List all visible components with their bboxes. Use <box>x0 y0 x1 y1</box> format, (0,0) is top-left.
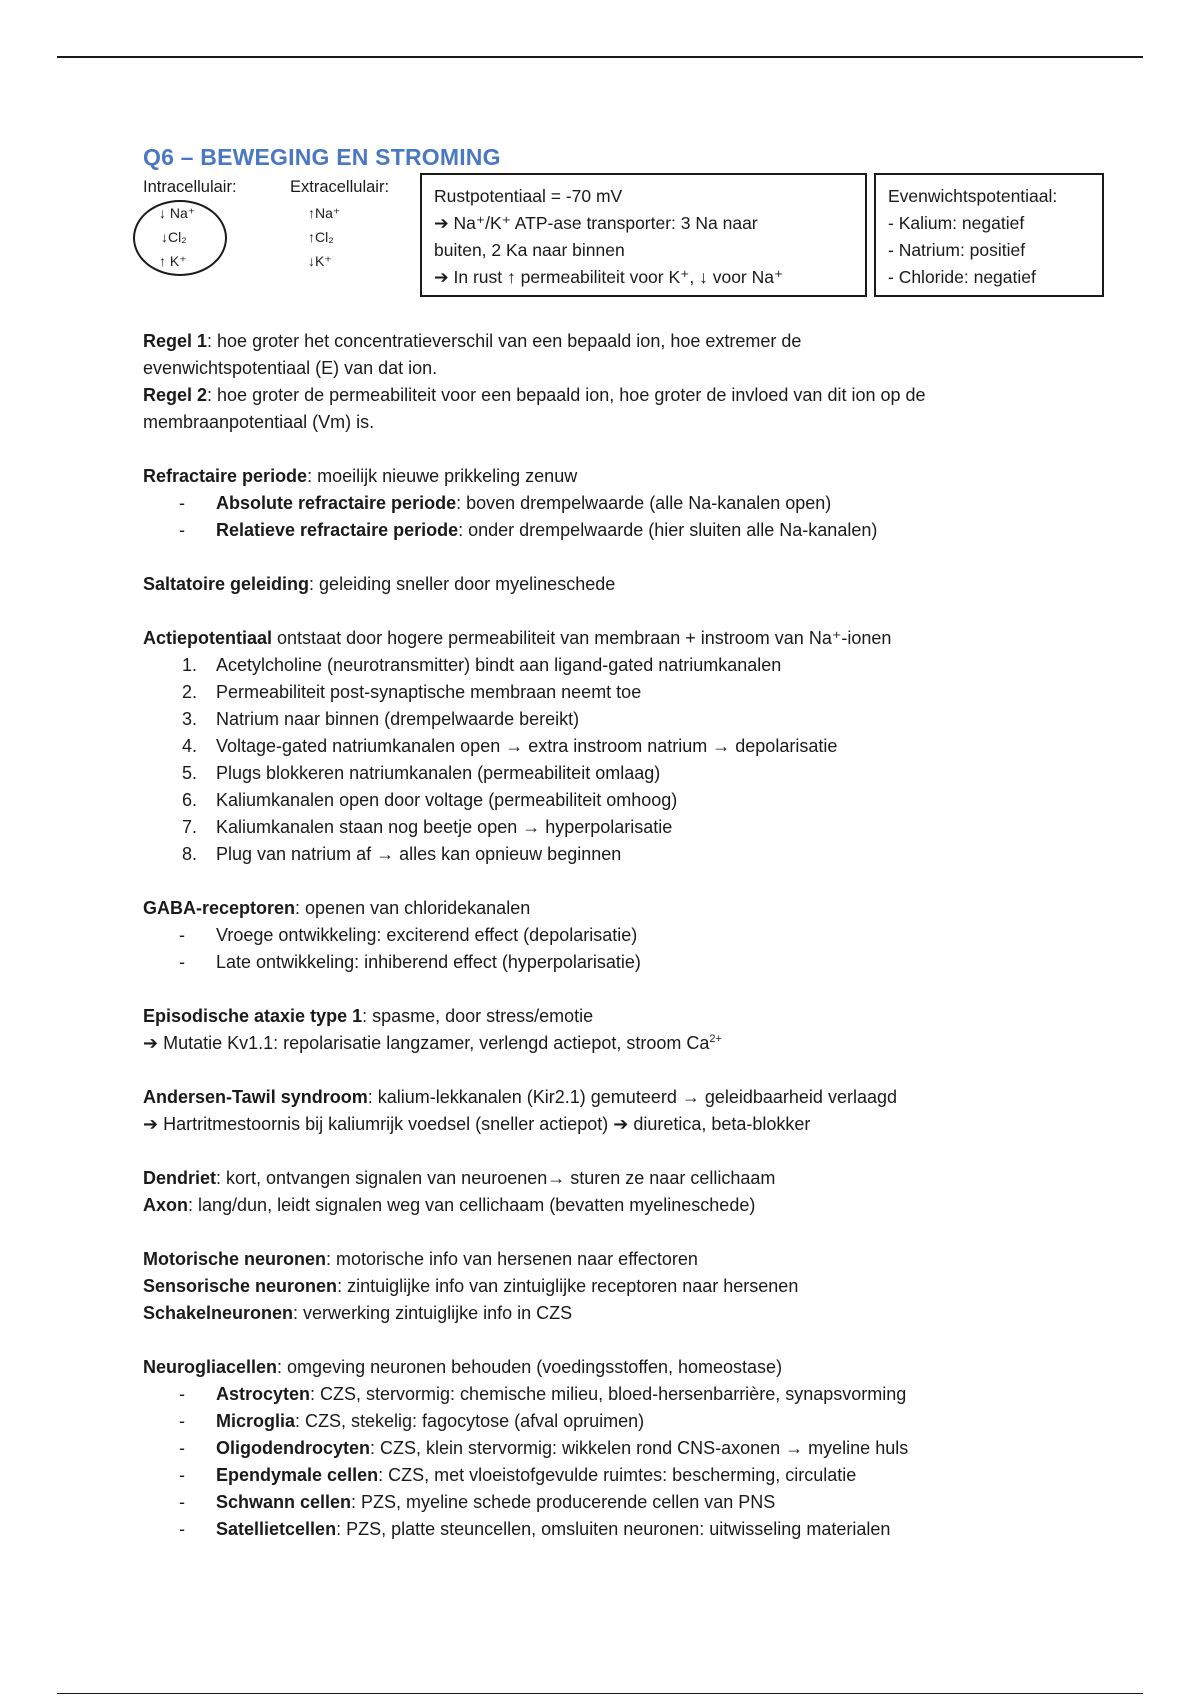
box-line: - Natrium: positief <box>888 240 1026 260</box>
definition: : PZS, platte steuncellen, omsluiten neuronen: uitwisseling materialen <box>336 1519 891 1539</box>
definition: : geleiding sneller door myelineschede <box>309 574 616 594</box>
bullet-dash: - <box>179 952 185 972</box>
intra-ion: ↑ K⁺ <box>159 253 187 269</box>
list-item <box>143 490 1153 517</box>
box-line: - Kalium: negatief <box>888 213 1025 233</box>
term: Episodische ataxie type 1 <box>143 1006 363 1026</box>
term: Regel 1 <box>143 331 208 351</box>
bullet-dash: - <box>179 1384 185 1404</box>
term: Astrocyten <box>216 1384 311 1404</box>
regel-2 <box>143 382 1153 409</box>
term: Relatieve refractaire periode <box>216 520 459 540</box>
term: Andersen-Tawil syndroom <box>143 1087 368 1107</box>
extracellular-header: Extracellulair: <box>290 178 390 196</box>
neurogliacellen <box>143 1354 1153 1381</box>
list-item <box>143 922 1153 949</box>
bullet-dash: - <box>179 1438 185 1458</box>
definition: : onder drempelwaarde (hier sluiten alle Na-kanalen) <box>458 520 878 540</box>
term: Saltatoire geleiding <box>143 574 310 594</box>
step-text: Permeabiliteit post-synaptische membraan neemt toe <box>216 682 642 702</box>
definition: : CZS, stervormig: chemische milieu, bloed-hersenbarrière, synapsvorming <box>310 1384 907 1404</box>
term: Dendriet <box>143 1168 217 1188</box>
list-item <box>143 517 1153 544</box>
detail-text: ➔ Mutatie Kv1.1: repolarisatie langzamer, verlengd actiepot, stroom Ca <box>143 1033 710 1053</box>
list-number: 3. <box>181 709 197 729</box>
definition: : kort, ontvangen signalen van neuroenen→ sturen ze naar cellichaam <box>216 1168 776 1188</box>
axon <box>143 1192 1153 1219</box>
definition: : lang/dun, leidt signalen weg van cellichaam (bevatten myelineschede) <box>188 1195 756 1215</box>
step-text: Natrium naar binnen (drempelwaarde bereikt) <box>216 709 580 729</box>
bullet-dash: - <box>179 1465 185 1485</box>
page-title: Q6 – BEWEGING EN STROMING <box>143 144 501 170</box>
extracellular-list <box>290 175 420 275</box>
extra-ion: ↓K⁺ <box>308 253 332 269</box>
bullet-dash: - <box>179 1492 185 1512</box>
term: Actiepotentiaal <box>143 628 273 648</box>
definition: : boven drempelwaarde (alle Na-kanalen open) <box>456 493 832 513</box>
list-number: 5. <box>181 763 197 783</box>
header-rule <box>57 56 1143 58</box>
bullet-dash: - <box>179 1411 185 1431</box>
list-item <box>143 841 1153 868</box>
term: Schakelneuronen <box>143 1303 294 1323</box>
box-line: - Chloride: negatief <box>888 267 1036 287</box>
sensorische-neuronen <box>143 1273 1153 1300</box>
list-number: 6. <box>181 790 197 810</box>
term: Axon <box>143 1195 188 1215</box>
box-line: Rustpotentiaal = -70 mV <box>434 186 623 206</box>
list-number: 1. <box>181 655 197 675</box>
term: Schwann cellen <box>216 1492 352 1512</box>
definition: : openen van chloridekanalen <box>295 898 531 918</box>
list-number: 2. <box>181 682 197 702</box>
gaba-receptoren <box>143 895 1153 922</box>
bullet-dash: - <box>179 925 185 945</box>
intracellular-header: Intracellulair: <box>143 178 237 196</box>
definition: : hoe groter het concentratieverschil van een bepaald ion, hoe extremer de <box>207 331 802 351</box>
rustpotentiaal-box <box>420 173 867 297</box>
bullet-dash: - <box>179 520 185 540</box>
list-item <box>143 949 1153 976</box>
andersen-tawil-cont: ➔ Hartritmestoornis bij kaliumrijk voedsel (sneller actiepot) ➔ diuretica, beta-blokker <box>143 1114 811 1134</box>
list-item <box>143 1516 1153 1543</box>
list-item <box>143 1408 1153 1435</box>
andersen-tawil <box>143 1084 1153 1111</box>
list-item <box>143 652 1153 679</box>
list-item <box>143 760 1153 787</box>
definition: : PZS, myeline schede producerende cellen van PNS <box>351 1492 776 1512</box>
term: GABA-receptoren <box>143 898 296 918</box>
step-text: Kaliumkanalen staan nog beetje open → hyperpolarisatie <box>216 817 673 837</box>
intra-ion: ↓Cl₂ <box>161 229 187 245</box>
extra-ion: ↑Na⁺ <box>308 205 341 221</box>
regel-1 <box>143 328 1153 355</box>
list-number: 4. <box>181 736 197 756</box>
definition: : hoe groter de permeabiliteit voor een bepaald ion, hoe groter de invloed van dit ion op de <box>207 385 926 405</box>
notes-body <box>143 328 1153 1543</box>
evenwichtspotentiaal-box <box>874 173 1104 297</box>
extra-ion: ↑Cl₂ <box>308 229 334 245</box>
step-text: Plug van natrium af → alles kan opnieuw beginnen <box>216 844 622 864</box>
list-item <box>143 814 1153 841</box>
box-line: ➔ Na⁺/K⁺ ATP-ase transporter: 3 Na naar <box>434 213 758 233</box>
definition: : omgeving neuronen behouden (voedingsstoffen, homeostase) <box>277 1357 783 1377</box>
definition: : CZS, met vloeistofgevulde ruimtes: bescherming, circulatie <box>378 1465 857 1485</box>
list-item <box>143 1489 1153 1516</box>
list-item <box>143 733 1153 760</box>
episodische-ataxie <box>143 1003 1153 1030</box>
superscript: 2+ <box>709 1033 722 1045</box>
episodische-ataxie-cont <box>143 1030 1153 1057</box>
actiepotentiaal <box>143 625 1153 652</box>
list-item <box>143 1435 1153 1462</box>
definition: : CZS, stekelig: fagocytose (afval opruimen) <box>295 1411 645 1431</box>
dendriet <box>143 1165 1153 1192</box>
definition: : moeilijk nieuwe prikkeling zenuw <box>307 466 578 486</box>
definition: ontstaat door hogere permeabiliteit van membraan + instroom van Na⁺-ionen <box>272 628 892 648</box>
list-item <box>143 787 1153 814</box>
term: Motorische neuronen <box>143 1249 327 1269</box>
term: Satellietcellen <box>216 1519 337 1539</box>
bullet-dash: - <box>179 1519 185 1539</box>
list-item <box>143 679 1153 706</box>
list-item <box>143 706 1153 733</box>
term: Microglia <box>216 1411 296 1431</box>
step-text: Voltage-gated natriumkanalen open → extra instroom natrium → depolarisatie <box>216 736 838 756</box>
definition: : kalium-lekkanalen (Kir2.1) gemuteerd → geleidbaarheid verlaagd <box>367 1087 897 1107</box>
bullet-dash: - <box>179 493 185 513</box>
item-text: Late ontwikkeling: inhiberend effect (hyperpolarisatie) <box>216 952 641 972</box>
box-line: Evenwichtspotentiaal: <box>888 186 1058 206</box>
definition: : zintuiglijke info van zintuiglijke receptoren naar hersenen <box>337 1276 799 1296</box>
definition: : spasme, door stress/emotie <box>362 1006 594 1026</box>
definition: : verwerking zintuiglijke info in CZS <box>293 1303 573 1323</box>
step-text: Plugs blokkeren natriumkanalen (permeabiliteit omlaag) <box>216 763 661 783</box>
definition: : CZS, klein stervormig: wikkelen rond CNS-axonen → myeline huls <box>370 1438 909 1458</box>
item-text: Vroege ontwikkeling: exciterend effect (depolarisatie) <box>216 925 638 945</box>
list-item <box>143 1381 1153 1408</box>
list-number: 7. <box>181 817 197 837</box>
term: Neurogliacellen <box>143 1357 278 1377</box>
motorische-neuronen <box>143 1246 1153 1273</box>
intracellular-list <box>143 175 273 275</box>
intra-ion: ↓ Na⁺ <box>159 205 196 221</box>
term: Ependymale cellen <box>216 1465 379 1485</box>
refractaire-periode <box>143 463 1153 490</box>
footer-rule <box>57 1693 1143 1694</box>
definition: : motorische info van hersenen naar effectoren <box>326 1249 698 1269</box>
term: Regel 2 <box>143 385 208 405</box>
schakelneuronen <box>143 1300 1153 1327</box>
box-line: ➔ In rust ↑ permeabiliteit voor K⁺, ↓ voor Na⁺ <box>434 267 784 287</box>
term: Absolute refractaire periode <box>216 493 457 513</box>
term: Sensorische neuronen <box>143 1276 338 1296</box>
regel-2-cont: membraanpotentiaal (Vm) is. <box>143 412 375 432</box>
saltatoire-geleiding <box>143 571 1153 598</box>
regel-1-cont: evenwichtspotentiaal (E) van dat ion. <box>143 358 438 378</box>
step-text: Kaliumkanalen open door voltage (permeabiliteit omhoog) <box>216 790 678 810</box>
term: Oligodendrocyten <box>216 1438 371 1458</box>
term: Refractaire periode <box>143 466 308 486</box>
step-text: Acetylcholine (neurotransmitter) bindt aan ligand-gated natriumkanalen <box>216 655 782 675</box>
box-line: buiten, 2 Ka naar binnen <box>434 240 625 260</box>
list-number: 8. <box>181 844 197 864</box>
list-item <box>143 1462 1153 1489</box>
